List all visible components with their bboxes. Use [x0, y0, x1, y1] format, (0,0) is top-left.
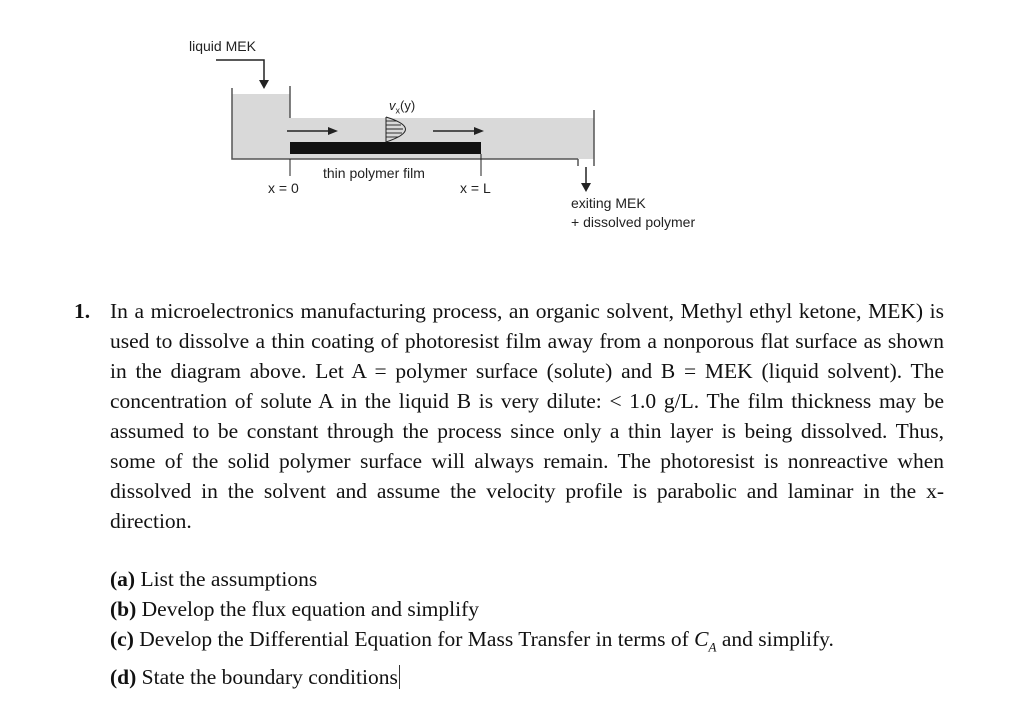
- exit-label-line2: + dissolved polymer: [571, 214, 696, 230]
- part-b: [110, 594, 834, 624]
- part-label: (d): [110, 665, 137, 690]
- problem-number: 1.: [74, 299, 91, 323]
- film-label: thin polymer film: [323, 165, 425, 181]
- inlet-arrow: [216, 60, 264, 82]
- problem-text: In a microelectronics manufacturing process, an organic solvent, Methyl ethyl ketone, MEK) is used to dissolve a thin coating of photoresist film away from a nonporous flat surface as shown in the diagram above. Let A = polymer surface (solute) and B = MEK (liquid solvent). The concentration of solute A in the liquid B is very dilute: < 1.0 g/L. The film thickness may be assumed to be constant through the process since only a thin layer is being dissolved. Thus, some of the solid polymer surface will always remain. The photoresist is nonreactive when dissolved in the solvent and assume the velocity profile is parabolic and laminar in the x-direction.: [110, 299, 944, 533]
- part-text: Develop the Differential Equation for Mass Transfer in terms of: [139, 627, 689, 651]
- velocity-label: $v_x(y)$: [389, 98, 416, 116]
- channel-schematic: [0, 0, 1012, 260]
- part-label: (b): [110, 597, 137, 621]
- part-text: Develop the flux equation and simplify: [141, 597, 480, 621]
- part-text-after: and simplify.: [721, 627, 834, 651]
- part-label: (c): [110, 627, 134, 651]
- part-text: List the assumptions: [140, 567, 318, 591]
- inlet-liquid: [232, 94, 290, 159]
- concentration-variable: $C_A$: [694, 627, 717, 655]
- text-cursor: [399, 665, 400, 689]
- inlet-arrowhead: [259, 80, 269, 89]
- polymer-film: [290, 142, 481, 154]
- part-label: (a): [110, 567, 136, 591]
- problem-parts: [110, 564, 834, 692]
- xL-label: x = L: [460, 180, 491, 196]
- flow-diagram: [0, 0, 1012, 260]
- part-text: State the boundary conditions: [141, 665, 398, 690]
- part-a: [110, 564, 834, 594]
- part-c: [110, 624, 834, 662]
- exit-label-line1: exiting MEK: [571, 195, 646, 211]
- outlet-arrowhead: [581, 183, 591, 192]
- inlet-label: liquid MEK: [189, 38, 256, 54]
- problem-statement: [74, 296, 944, 536]
- x0-label: x = 0: [268, 180, 299, 196]
- part-d: [110, 662, 834, 692]
